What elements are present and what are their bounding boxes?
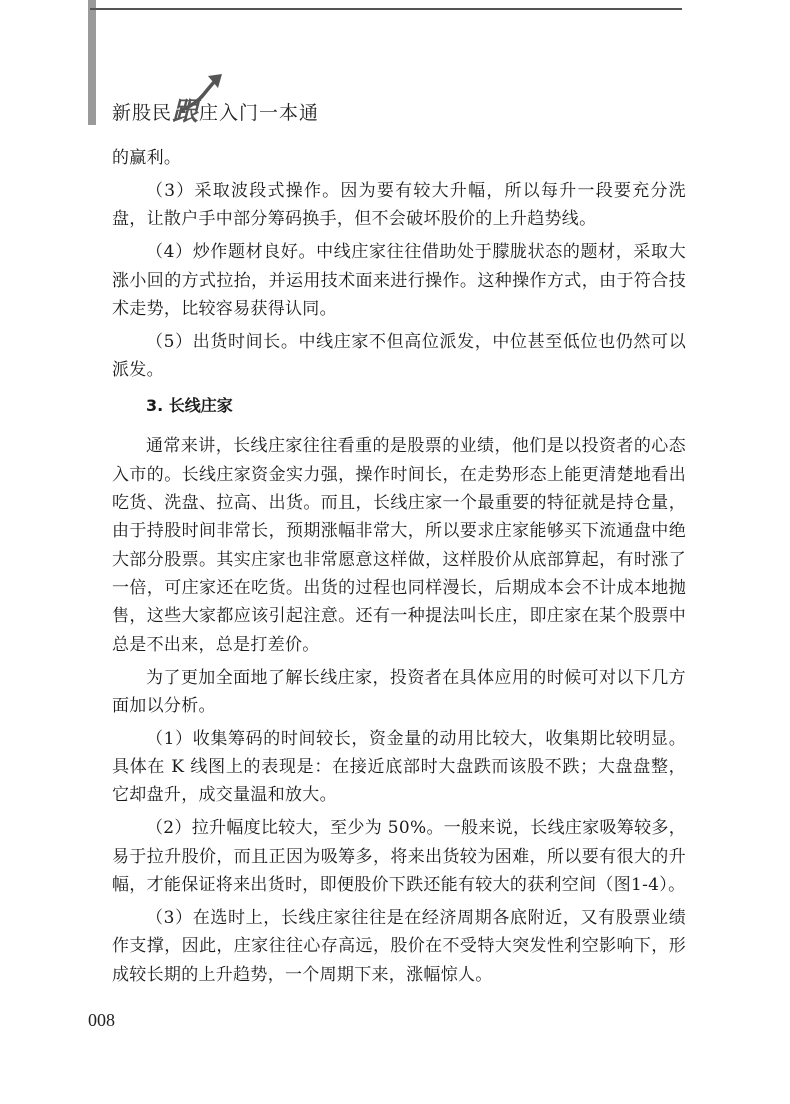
- header-top-rule: [90, 8, 682, 10]
- section-heading: 3. 长线庄家: [146, 396, 233, 416]
- book-title: [112, 90, 319, 127]
- book-title-part2: 庄入门一本通: [199, 102, 320, 124]
- page-number: 008: [88, 1010, 115, 1030]
- page-body: [112, 144, 686, 994]
- paragraph: 的赢利。: [112, 148, 182, 168]
- book-title-highlight: 跟: [172, 97, 200, 127]
- paragraph: （4）炒作题材良好。中线庄家往往借助处于朦胧状态的题材，采取大涨小回的方式拉抬，并运用技术面来进行操作。这种操作方式，由于符合技术走势，比较容易获得认同。: [112, 242, 686, 319]
- header-side-bar: [88, 0, 96, 125]
- book-title-part1: 新股民: [112, 102, 173, 124]
- paragraph: （3）在选时上，长线庄家往往是在经济周期各底附近，又有股票业绩作支撑，因此，庄家往往心存高远，股价在不受特大突发性利空影响下，形成较长期的上升趋势，一个周期下来，涨幅惊人。: [112, 907, 686, 985]
- paragraph: （5）出货时间长。中线庄家不但高位派发，中位甚至低位也仍然可以派发。: [112, 331, 686, 381]
- paragraph: （3）采取波段式操作。因为要有较大升幅，所以每升一段要充分洗盘，让散户手中部分筹码换手，但不会破坏股价的上升趋势线。: [112, 180, 686, 230]
- paragraph: （1）收集筹码的时间较长，资金量的动用比较大，收集期比较明显。具体在 K 线图上的表现是：在接近底部时大盘跌而该股不跌；大盘盘整，它却盘升，成交量温和放大。: [112, 728, 686, 806]
- paragraph: （2）拉升幅度比较大，至少为 50%。一般来说，长线庄家吸筹较多，易于拉升股价，而且正因为吸筹多，将来出货较为困难，所以要有很大的升幅，才能保证将来出货时，即便股价下跌还能有较大的获利空间（图1-4）。: [112, 818, 686, 895]
- paragraph: 为了更加全面地了解长线庄家，投资者在具体应用的时候可对以下几方面加以分析。: [112, 667, 686, 716]
- paragraph: 通常来讲，长线庄家往往看重的是股票的业绩，他们是以投资者的心态入市的。长线庄家资金实力强，操作时间长，在走势形态上能更清楚地看出吃货、洗盘、拉高、出货。而且，长线庄家一个最重要的特征就是持仓量，由于持股时间非常长，预期涨幅非常大，所以要求庄家能够买下流通盘中绝大部分股票。其实庄家也非常愿意这样做，这样股价从底部算起，有时涨了一倍，可庄家还在吃货。出货的过程也同样漫长，后期成本会不计成本地抛售，这些大家都应该引起注意。还有一种提法叫长庄，即庄家在某个股票中总是不出来，总是打差价。: [112, 436, 686, 655]
